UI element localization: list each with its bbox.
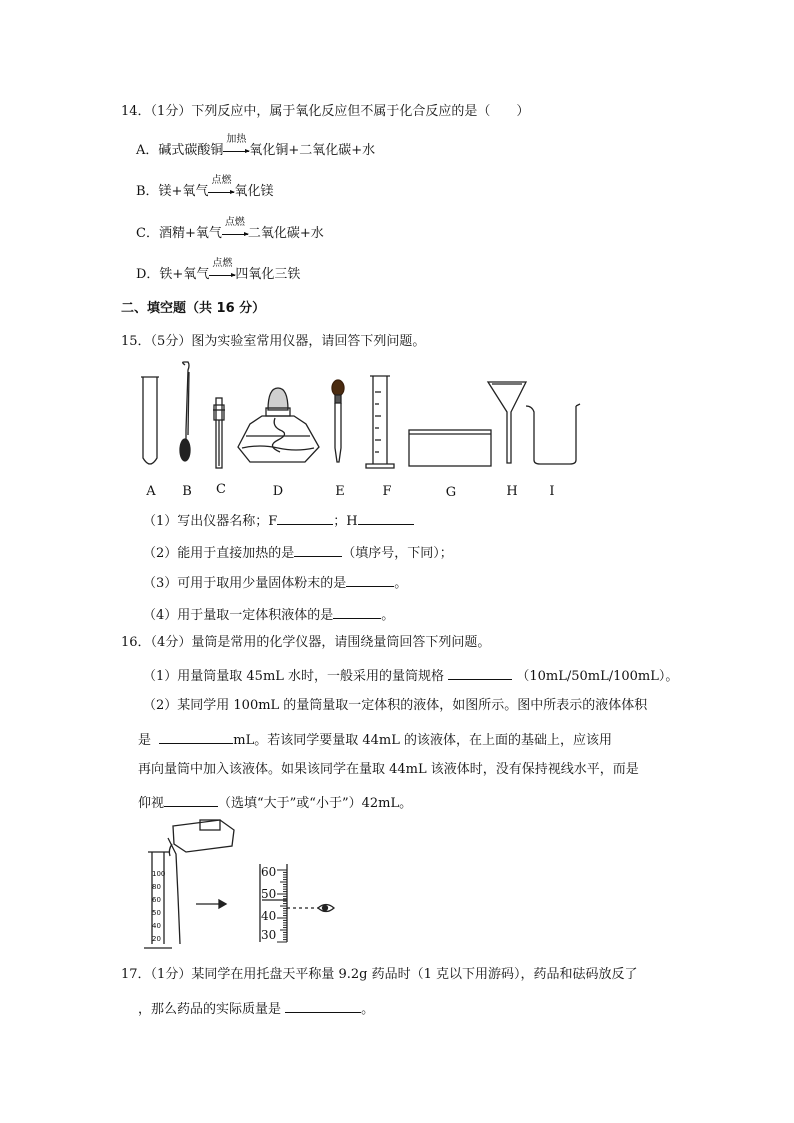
label-f: F — [382, 484, 392, 499]
section-title: 二、填空题（共 16 分） — [121, 301, 266, 316]
option-prefix: B．镁+氧气 — [136, 184, 209, 199]
q17-line1: 17．（1分）某同学在用托盘天平称量 9.2g 药品时（1 克以下用游码），药品和砝码放反了 — [121, 967, 638, 982]
text: （10mL/50mL/100mL）。 — [516, 669, 679, 684]
reaction-condition: 点燃 — [212, 258, 233, 269]
answer-blank[interactable] — [294, 542, 342, 557]
q15-sub4[interactable] — [143, 604, 394, 625]
q15-stem: 15．（5分）图为实验室常用仪器，请回答下列问题。 — [121, 334, 426, 349]
q17-line2[interactable] — [138, 998, 374, 1019]
option-suffix: 四氧化三铁 — [235, 267, 301, 282]
text: 。 — [394, 576, 408, 591]
scale-label-50: 50 — [261, 887, 277, 901]
text: （1）用量筒量取 45mL 水时，一般采用的量筒规格 — [143, 669, 445, 684]
text: 。 — [361, 1002, 375, 1017]
tick-label: 100 — [152, 870, 166, 878]
text: ；H — [333, 514, 358, 529]
label-e: E — [335, 484, 345, 499]
tick-label: 60 — [152, 896, 161, 904]
option-prefix: C．酒精+氧气 — [136, 226, 222, 241]
trough-icon — [409, 430, 491, 466]
label-i: I — [549, 484, 555, 499]
medicine-spoon-icon — [180, 362, 190, 461]
option-suffix: 氧化铜+二氧化碳+水 — [249, 143, 376, 158]
reaction-condition: 加热 — [226, 134, 247, 145]
label-d: D — [272, 484, 284, 499]
tick-label: 40 — [152, 922, 161, 930]
text: （3）可用于取用少量固体粉末的是 — [143, 576, 347, 591]
answer-blank[interactable] — [277, 510, 333, 525]
q16-stem: 16．（4分）量筒是常用的化学仪器，请围绕量筒回答下列问题。 — [121, 635, 491, 650]
text: （4）用于量取一定体积液体的是 — [143, 608, 334, 623]
reaction-condition: 点燃 — [224, 217, 245, 228]
q16-sub2-line4[interactable] — [138, 792, 412, 813]
label-g: G — [445, 485, 457, 500]
text: （1）写出仪器名称；F — [143, 514, 278, 529]
dropper-icon — [332, 380, 344, 462]
scale-label-60: 60 — [261, 865, 277, 879]
scale-label-30: 30 — [261, 928, 277, 942]
option-prefix: A．碱式碳酸铜 — [136, 143, 224, 158]
answer-blank[interactable] — [358, 510, 414, 525]
text: 是 — [138, 733, 152, 748]
label-c: C — [216, 482, 226, 497]
alcohol-burner-icon — [238, 388, 319, 462]
tick-label: 20 — [152, 935, 161, 943]
option-suffix: 二氧化碳+水 — [247, 226, 324, 241]
option-prefix: D．铁+氧气 — [136, 267, 210, 282]
answer-blank[interactable] — [285, 998, 361, 1013]
tick-label: 80 — [152, 883, 161, 891]
label-h: H — [506, 484, 518, 499]
answer-blank[interactable] — [333, 604, 381, 619]
q15-sub3[interactable] — [143, 572, 407, 593]
text: （选填“大于”或“小于”）42mL。 — [218, 796, 413, 811]
test-tube-holder-icon — [213, 398, 225, 468]
q16-sub2-line3: 再向量筒中加入该液体。如果该同学在量取 44mL 该液体时，没有保持视线水平，而是 — [138, 762, 639, 777]
q16-sub2-line2[interactable] — [138, 729, 612, 750]
beaker-icon — [526, 404, 580, 464]
test-tube-icon — [141, 377, 159, 464]
text: 仰视 — [138, 796, 165, 811]
q15-sub1[interactable] — [143, 510, 414, 531]
answer-blank[interactable] — [164, 792, 218, 807]
tick-label: 50 — [152, 909, 161, 917]
text: （2）能用于直接加热的是 — [143, 546, 295, 561]
text: ，那么药品的实际质量是 — [138, 1002, 282, 1017]
q15-sub2[interactable] — [143, 542, 453, 563]
q14-stem: 14．（1分）下列反应中，属于氧化反应但不属于化合反应的是（ ） — [121, 104, 530, 119]
q16-sub2-line1: （2）某同学用 100mL 的量筒量取一定体积的液体，如图所示。图中所表示的液体体积 — [143, 698, 648, 713]
answer-blank[interactable] — [346, 572, 394, 587]
text: mL。若该同学要量取 44mL 的该液体，在上面的基础上，应该用 — [233, 733, 613, 748]
reaction-condition: 点燃 — [211, 175, 232, 186]
answer-blank[interactable] — [448, 665, 512, 680]
text: （填序号，下同）； — [342, 546, 453, 561]
label-b: B — [182, 484, 192, 499]
funnel-icon — [488, 382, 526, 463]
label-a: A — [146, 484, 156, 499]
scale-label-40: 40 — [261, 909, 277, 923]
q16-sub1[interactable] — [143, 665, 678, 686]
option-suffix: 氧化镁 — [234, 184, 274, 199]
graduated-cylinder-icon — [366, 376, 394, 468]
text: 。 — [381, 608, 395, 623]
cylinder-scale — [152, 870, 165, 944]
answer-blank[interactable] — [159, 729, 233, 744]
